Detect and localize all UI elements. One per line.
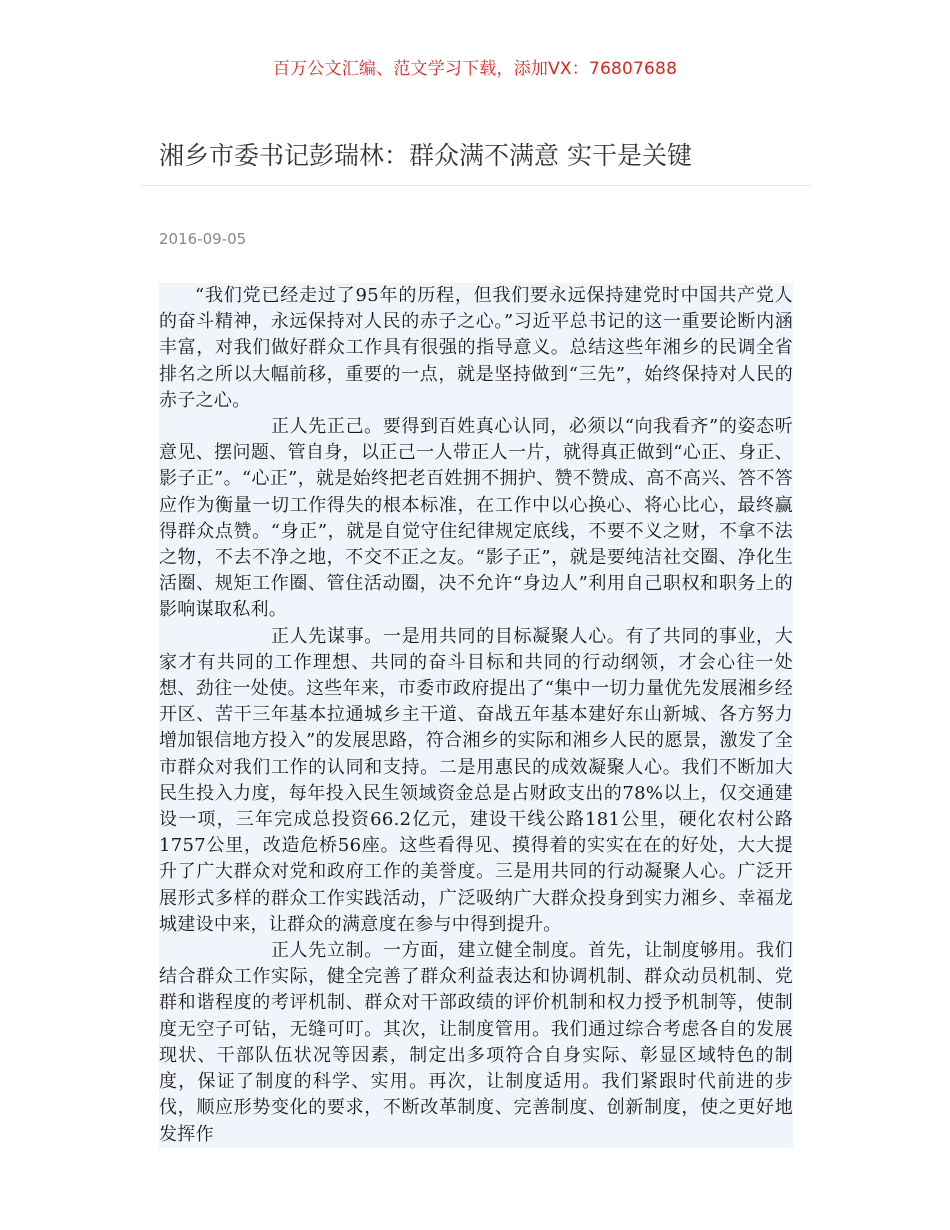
- article-title: 湘乡市委书记彭瑞林：群众满不满意 实干是关键: [159, 141, 692, 170]
- promo-banner: 百万公文汇编、范文学习下载，添加VX：76807688: [272, 59, 678, 79]
- paragraph-moushi: 正人先谋事。一是用共同的目标凝聚人心。有了共同的事业，大家才有共同的工作理想、共同的奋斗目标和共同的行动纲领，才会心往一处想、劲往一处使。这些年来，市委市政府提出了“集中一切力量优先发展湘乡经开区、苦干三年基本拉通城乡主干道、奋战五年基本建好东山新城、各方努力增加银信地方投入”的发展思路，符合湘乡的实际和湘乡人民的愿景，激发了全市群众对我们工作的认同和支持。二是用惠民的成效凝聚人心。我们不断加大民生投入力度，每年投入民生领域资金总是占财政支出的78%以上，仅交通建设一项，三年完成总投资66.2亿元，建设干线公路181公里，硬化农村公路1757公里，改造危桥56座。这些看得见、摸得着的实实在在的好处，大大提升了广大群众对党和政府工作的美誉度。三是用共同的行动凝聚人心。广泛开展形式多样的群众工作实践活动，广泛吸纳广大群众投身到实力湘乡、幸福龙城建设中来，让群众的满意度在参与中得到提升。: [159, 624, 793, 938]
- paragraph-zhengji: 正人先正己。要得到百姓真心认同，必须以“向我看齐”的姿态听意见、摆问题、管自身，以正己一人带正人一片，就得真正做到“心正、身正、影子正”。“心正”，就是始终把老百姓拥不拥护、赞不赞成、高不高兴、答不答应作为衡量一切工作得失的根本标准，在工作中以心换心、将心比心，最终赢得群众点赞。“身正”，就是自觉守住纪律规定底线，不要不义之财，不拿不法之物，不去不净之地，不交不正之友。“影子正”，就是要纯洁社交圈、净化生活圈、规矩工作圈、管住活动圈，决不允许“身边人”利用自己职权和职务上的影响谋取私利。: [159, 414, 793, 624]
- title-divider: [141, 185, 811, 186]
- paragraph-intro: “我们党已经走过了95年的历程，但我们要永远保持建党时中国共产党人的奋斗精神，永远保持对人民的赤子之心。”习近平总书记的这一重要论断内涵丰富，对我们做好群众工作具有很强的指导意义。总结这些年湘乡的民调全省排名之所以大幅前移，重要的一点，就是坚持做到“三先”，始终保持对人民的赤子之心。: [159, 283, 793, 414]
- article-body: [159, 283, 793, 1148]
- publish-date: 2016-09-05: [159, 230, 247, 248]
- paragraph-lizhi: 正人先立制。一方面，建立健全制度。首先，让制度够用。我们结合群众工作实际，健全完善了群众利益表达和协调机制、群众动员机制、党群和谐程度的考评机制、群众对干部政绩的评价机制和权力授予机制等，使制度无空子可钻，无缝可叮。其次，让制度管用。我们通过综合考虑各自的发展现状、干部队伍状况等因素，制定出多项符合自身实际、彰显区域特色的制度，保证了制度的科学、实用。再次，让制度适用。我们紧跟时代前进的步伐，顺应形势变化的要求，不断改革制度、完善制度、创新制度，使之更好地发挥作: [159, 938, 793, 1148]
